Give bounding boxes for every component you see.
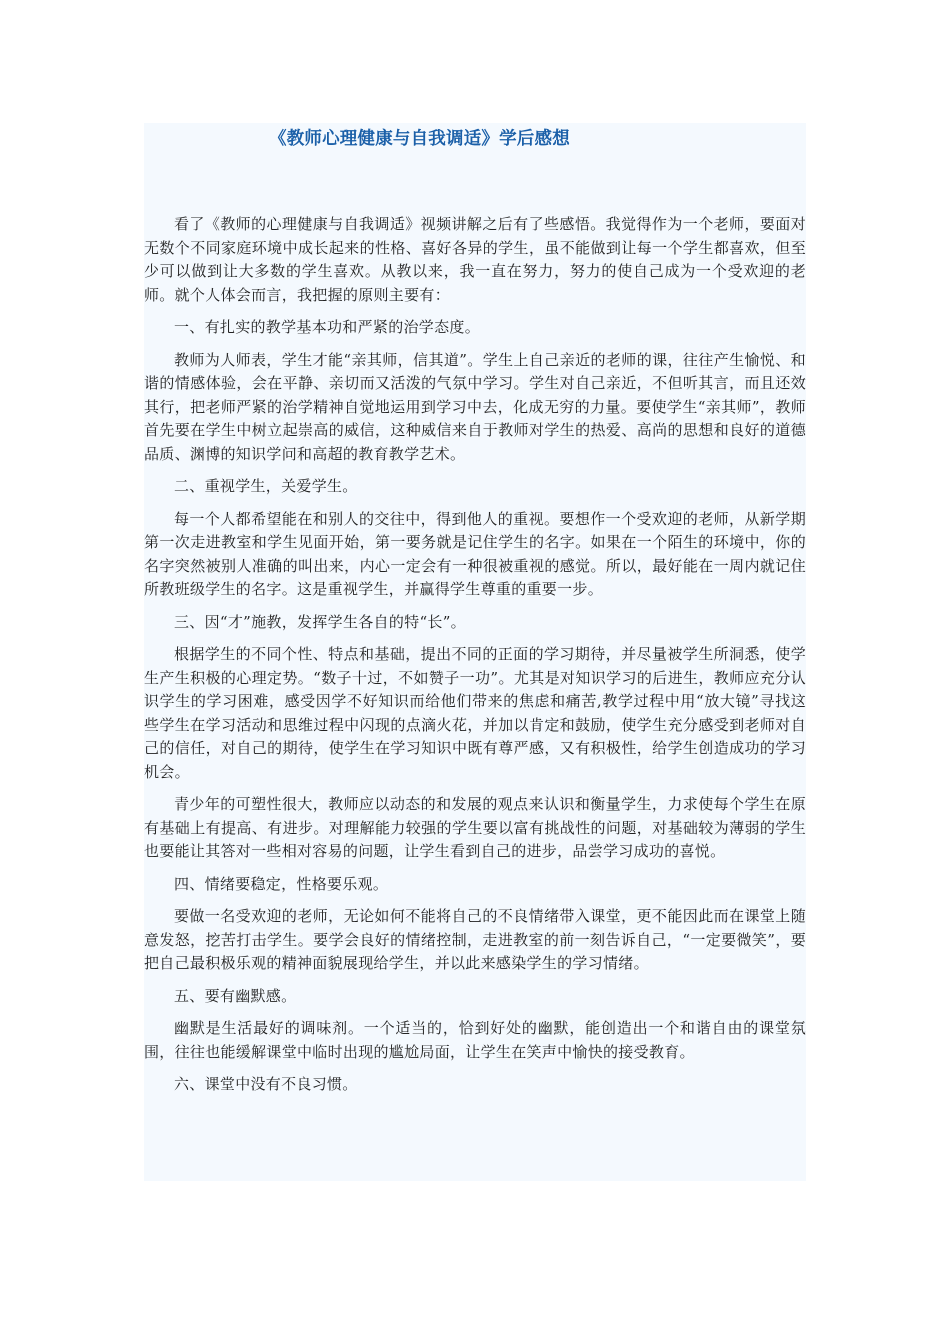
heading-point-4: 四、情绪要稳定，性格要乐观。 <box>174 874 389 893</box>
paragraph-point-4: 要做一名受欢迎的老师，无论如何不能将自己的不良情绪带入课堂，更不能因此而在课堂上随意发怒，挖苦打击学生。要学会良好的情绪控制，走进教室的前一刻告诉自己，“一定要微笑”，要把自己最积极乐观的精神面貌展现给学生，并以此来感染学生的学习情绪。 <box>144 907 806 972</box>
heading-point-5: 五、要有幽默感。 <box>174 986 297 1005</box>
paragraph-point-3a: 根据学生的不同个性、特点和基础，提出不同的正面的学习期待，并尽量被学生所洞悉，使学生产生积极的心理定势。“数子十过，不如赞子一功”。尤其是对知识学习的后进生，教师应充分认识学生的学习困难，感受因学不好知识而给他们带来的焦虑和痛苦,教学过程中用“放大镜”寻找这些学生在学习活动和思维过程中闪现的点滴火花，并加以肯定和鼓励，使学生充分感受到老师对自己的信任，对自己的期待，使学生在学习知识中既有尊严感，又有积极性，给学生创造成功的学习机会。 <box>144 645 806 781</box>
heading-point-1: 一、有扎实的教学基本功和严紧的治学态度。 <box>174 318 481 336</box>
document-title: 《教师心理健康与自我调适》学后感想 <box>269 129 570 149</box>
document-page <box>144 123 806 1181</box>
heading-point-3: 三、因“才”施教，发挥学生各自的特“长”。 <box>174 612 466 631</box>
paragraph-point-2: 每一个人都希望能在和别人的交往中，得到他人的重视。要想作一个受欢迎的老师，从新学期第一次走进教室和学生见面开始，第一要务就是记住学生的名字。如果在一个陌生的环境中，你的名字突然被别人准确的叫出来，内心一定会有一种很被重视的感觉。所以，最好能在一周内就记住所教班级学生的名字。这是重视学生，并赢得学生尊重的重要一步。 <box>144 509 806 598</box>
document-body <box>144 213 806 1106</box>
paragraph-intro: 看了《教师的心理健康与自我调适》视频讲解之后有了些感悟。我觉得作为一个老师，要面对无数个不同家庭环境中成长起来的性格、喜好各异的学生，虽不能做到让每一个学生都喜欢，但至少可以做到让大多数的学生喜欢。从教以来，我一直在努力，努力的使自己成为一个受欢迎的老师。就个人体会而言，我把握的原则主要有： <box>144 215 806 304</box>
paragraph-point-5: 幽默是生活最好的调味剂。一个适当的，恰到好处的幽默，能创造出一个和谐自由的课堂氛围，往往也能缓解课堂中临时出现的尴尬局面，让学生在笑声中愉快的接受教育。 <box>144 1019 806 1061</box>
paragraph-point-1: 教师为人师表，学生才能“亲其师，信其道”。学生上自己亲近的老师的课，往往产生愉悦、和谐的情感体验，会在平静、亲切而又活泼的气氛中学习。学生对自己亲近，不但听其言，而且还效其行，把老师严紧的治学精神自觉地运用到学习中去，化成无穷的力量。要使学生“亲其师”，教师首先要在学生中树立起崇高的威信，这种威信来自于教师对学生的热爱、高尚的思想和良好的道德品质、渊博的知识学问和高超的教育教学艺术。 <box>144 350 806 463</box>
heading-point-6: 六、课堂中没有不良习惯。 <box>174 1075 358 1093</box>
paragraph-point-3b: 青少年的可塑性很大，教师应以动态的和发展的观点来认识和衡量学生，力求使每个学生在原有基础上有提高、有进步。对理解能力较强的学生要以富有挑战性的问题，对基础较为薄弱的学生也要能让其答对一些相对容易的问题，让学生看到自己的进步，品尝学习成功的喜悦。 <box>144 795 806 860</box>
heading-point-2: 二、重视学生，关爱学生。 <box>174 477 358 495</box>
